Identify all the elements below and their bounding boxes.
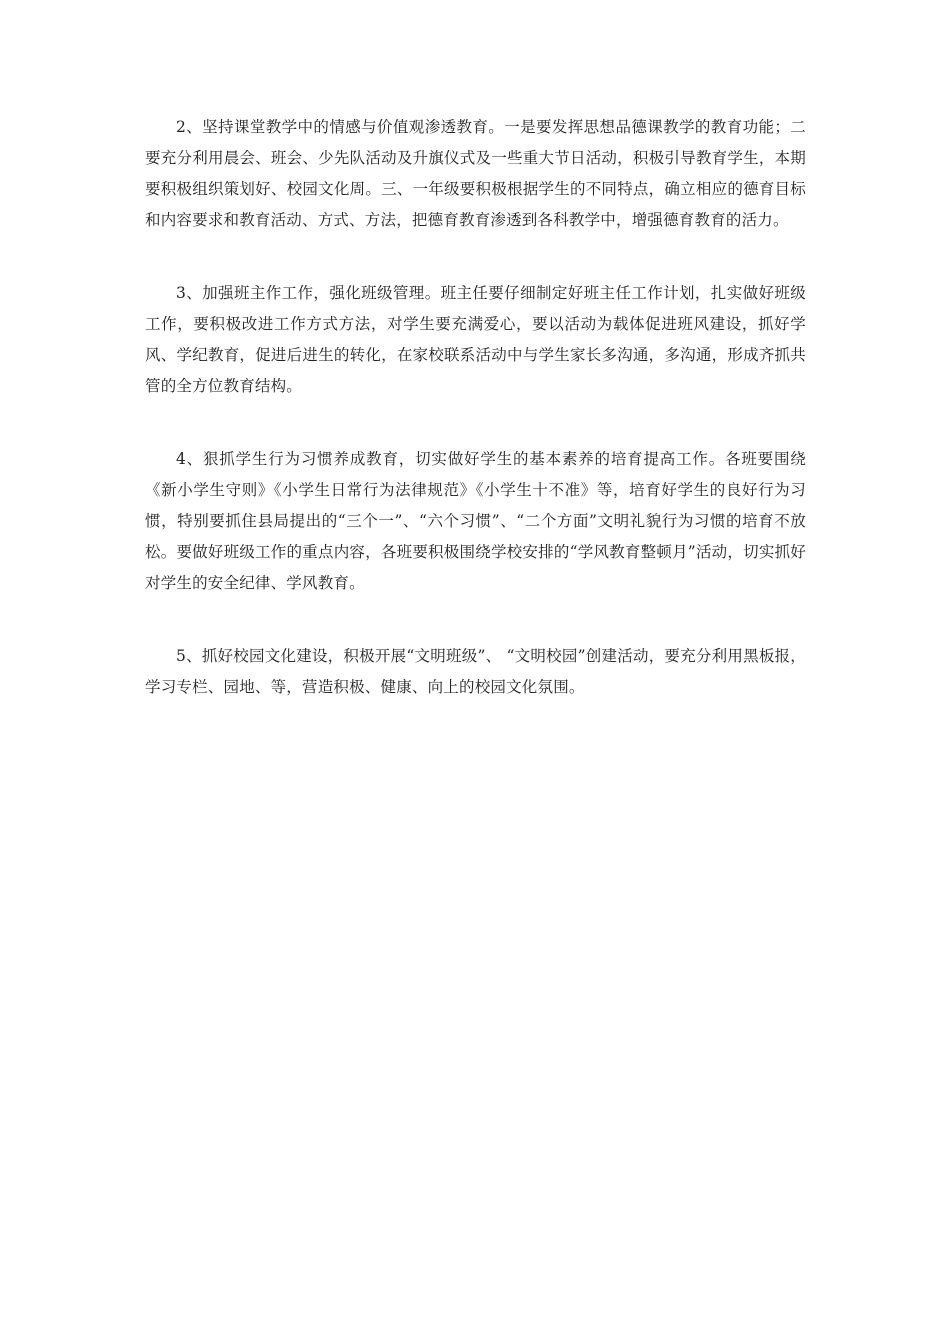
paragraph-3: 3、加强班主作工作，强化班级管理。班主任要仔细制定好班主任工作计划，扎实做好班级工作，要积极改进工作方式方法，对学生要充满爱心，要以活动为载体促进班风建设，抓好学风、学纪教育，促进后进生的转化，在家校联系活动中与学生家长多沟通，多沟通，形成齐抓共管的全方位教育结构。 [145,284,806,395]
paragraph-2: 2、坚持课堂教学中的情感与价值观渗透教育。一是要发挥思想品德课教学的教育功能；二要充分利用晨会、班会、少先队活动及升旗仪式及一些重大节日活动，积极引导教育学生，本期要积极组织策划好、校园文化周。三、一年级要积极根据学生的不同特点，确立相应的德育目标和内容要求和教育活动、方式、方法，把德育教育渗透到各科教学中，增强德育教育的活力。 [145,118,806,229]
paragraph-4: 4、狠抓学生行为习惯养成教育，切实做好学生的基本素养的培育提高工作。各班要围绕《新小学生守则》《小学生日常行为法律规范》《小学生十不准》等，培育好学生的良好行为习惯，特别要抓住县局提出的“三个一”、“六个习惯”、“二个方面”文明礼貌行为习惯的培育不放松。要做好班级工作的重点内容，各班要积极围绕学校安排的“学风教育整顿月”活动，切实抓好对学生的安全纪律、学风教育。 [145,450,806,592]
document-body [145,112,806,745]
paragraph-5: 5、抓好校园文化建设，积极开展“文明班级”、 “文明校园”创建活动，要充分利用黑板报，学习专栏、园地、等，营造积极、健康、向上的校园文化氛围。 [145,647,806,696]
